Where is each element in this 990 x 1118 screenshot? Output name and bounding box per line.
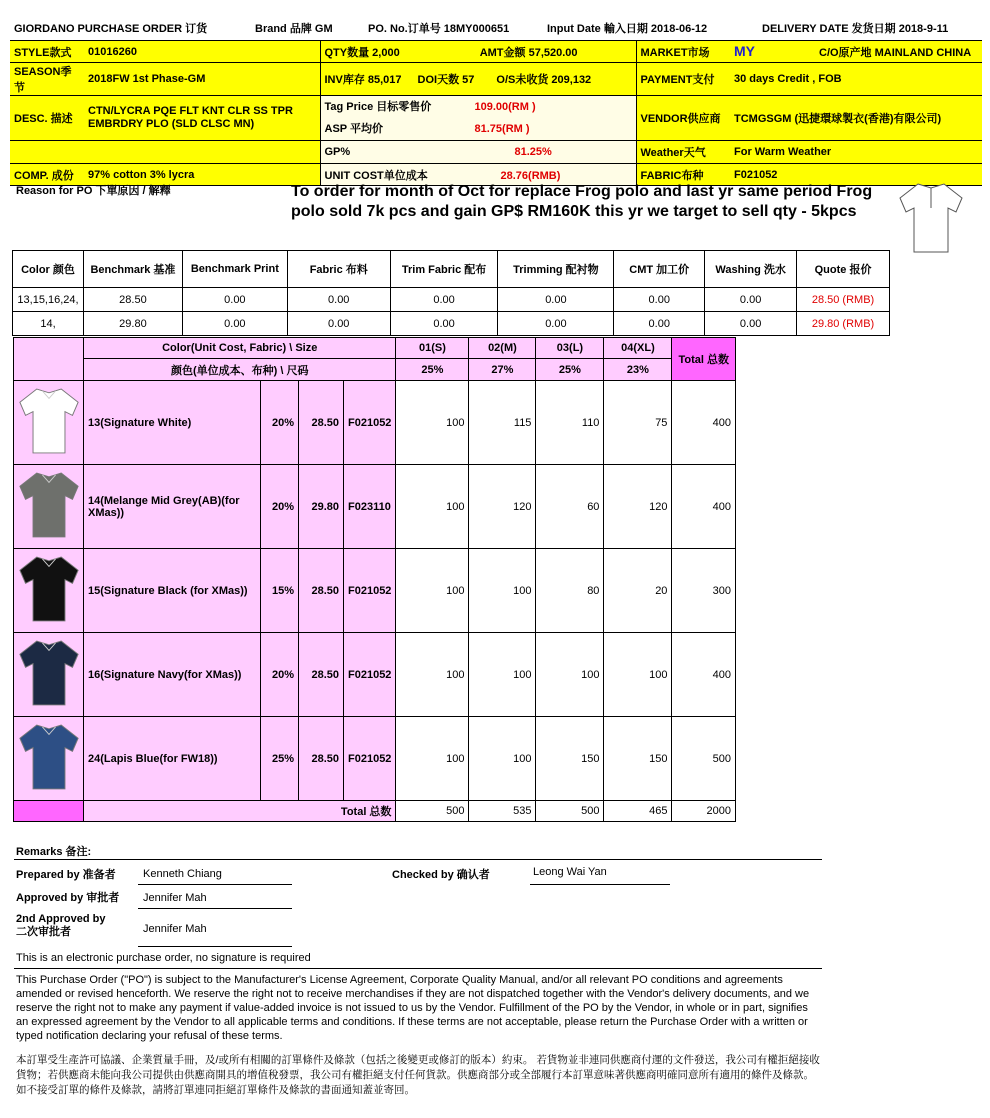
cost-cell: 0.00	[390, 312, 498, 336]
cost-cell: 0.00	[287, 312, 390, 336]
info-table	[10, 40, 982, 186]
reason-label: Reason for PO 下單原因 / 解釋	[16, 185, 171, 197]
size-header-en: Color(Unit Cost, Fabric) \ Size	[84, 338, 396, 359]
payment-label: PAYMENT支付	[636, 63, 730, 96]
qty-cell[interactable]: 120	[469, 465, 536, 549]
electronic-note: This is an electronic purchase order, no signature is required	[16, 952, 311, 964]
qty-cell[interactable]: 100	[396, 633, 469, 717]
qty-cell[interactable]: 60	[536, 465, 604, 549]
season-label: SEASON季节	[10, 63, 84, 96]
size-ratio: 25%	[536, 359, 604, 381]
cost-header: Benchmark 基准	[83, 251, 182, 288]
product-shirt-icon	[18, 719, 80, 795]
cost-cell: 29.80	[83, 312, 182, 336]
qty-cell[interactable]: 150	[536, 717, 604, 801]
size-row	[14, 549, 736, 633]
color-pct: 20%	[261, 633, 299, 717]
checked-label: Checked by 确认者	[392, 869, 490, 881]
cost-header: Quote 报价	[797, 251, 890, 288]
weather-value: For Warm Weather	[730, 141, 982, 164]
cost-cell: 0.00	[614, 288, 705, 312]
po-number: PO. No.订单号 18MY000651	[368, 23, 510, 35]
color-cost: 28.50	[299, 549, 344, 633]
prices: Tag Price 目标零售价 109.00(RM ) ASP 平均价 81.75(RM )	[320, 96, 636, 141]
cost-cell: 0.00	[614, 312, 705, 336]
checked-value: Leong Wai Yan	[533, 866, 607, 878]
color-name: 14(Melange Mid Grey(AB)(for XMas))	[84, 465, 261, 549]
inventory: INV库存 85,017 DOI天数 57 O/S未收货 209,132	[320, 63, 636, 96]
input-date: Input Date 輸入日期 2018-06-12	[547, 23, 708, 35]
cost-cell: 0.00	[390, 288, 498, 312]
remarks-label: Remarks 备注:	[16, 846, 92, 858]
approved-value: Jennifer Mah	[143, 892, 207, 904]
style-label: STYLE款式	[10, 41, 84, 63]
color-fabric: F021052	[344, 381, 396, 465]
color-name: 16(Signature Navy(for XMas))	[84, 633, 261, 717]
color-fabric: F021052	[344, 717, 396, 801]
row-total: 500	[672, 717, 736, 801]
qty-cell[interactable]: 120	[604, 465, 672, 549]
cost-cell: 28.50 (RMB)	[797, 288, 890, 312]
cost-header: CMT 加工价	[614, 251, 705, 288]
qty-cell[interactable]: 115	[469, 381, 536, 465]
doc-title: GIORDANO PURCHASE ORDER 订货	[14, 23, 208, 35]
season-value: 2018FW 1st Phase-GM	[84, 63, 320, 96]
product-shirt-icon	[18, 467, 80, 543]
cost-cell: 29.80 (RMB)	[797, 312, 890, 336]
qty-cell[interactable]: 80	[536, 549, 604, 633]
cost-header: Trimming 配衬物	[498, 251, 614, 288]
shirt-sketch-icon	[898, 180, 964, 256]
comp-label: COMP. 成份	[10, 164, 84, 186]
comp-value: 97% cotton 3% lycra	[84, 164, 320, 186]
row-total: 400	[672, 633, 736, 717]
brand: Brand 品牌 GM	[255, 23, 333, 35]
column-total: 2000	[672, 801, 736, 822]
qty-cell[interactable]: 100	[536, 633, 604, 717]
cost-cell: 13,15,16,24,	[13, 288, 84, 312]
qty-cell[interactable]: 100	[396, 465, 469, 549]
market-value: MY C/O原产地 MAINLAND CHINA	[730, 41, 982, 63]
cost-header: Color 颜色	[13, 251, 84, 288]
qty-cell[interactable]: 150	[604, 717, 672, 801]
desc-label: DESC. 描述	[10, 96, 84, 141]
product-shirt-icon	[18, 383, 80, 459]
column-total: 535	[469, 801, 536, 822]
approved2-label: 2nd Approved by 二次审批者	[16, 913, 106, 938]
qty-cell[interactable]: 100	[604, 633, 672, 717]
color-name: 24(Lapis Blue(for FW18))	[84, 717, 261, 801]
totals-label: Total 总数	[84, 801, 396, 822]
cost-table	[12, 250, 890, 336]
total-header: Total 总数	[672, 338, 736, 381]
terms-english: This Purchase Order ("PO") is subject to the Manufacturer's License Agreement, Corporate Quality Manual, and/or all relevant PO conditions and agreements amended or revised henceforth. We reserve the right not to receive merchandises if they are not dispatched together with the Vendor's delivery documents, and we reserve the right not to make any payment if value-added invoice is not issued to us by the Vendor. Fulfillment of the PO by the Vendor, in whole or in part, signifies an expressed agreement by the Vendor to all applicable terms and conditions. If these terms are not acceptable, please return the Purchase Order with a written or typed notification declaring your refusal of these terms.	[16, 974, 810, 1042]
cost-cell: 0.00	[498, 312, 614, 336]
size-header: 02(M)	[469, 338, 536, 359]
fabric-label: FABRIC布种	[636, 164, 730, 186]
color-cost: 28.50	[299, 381, 344, 465]
cost-header: Fabric 布料	[287, 251, 390, 288]
reason-text: To order for month of Oct for replace Frog polo and last yr same period Frog polo sold 7k pcs and gain GP$ RM160K this yr we target to sell qty - 5kpcs	[291, 183, 873, 220]
size-row	[14, 381, 736, 465]
size-row	[14, 465, 736, 549]
size-table	[13, 337, 736, 822]
cost-header: Trim Fabric 配布	[390, 251, 498, 288]
size-ratio: 25%	[396, 359, 469, 381]
gp: GP% 81.25%	[320, 141, 636, 164]
approved-label: Approved by 审批者	[16, 892, 120, 904]
unit-cost: UNIT COST单位成本 28.76(RMB)	[320, 164, 636, 186]
cost-cell: 28.50	[83, 288, 182, 312]
column-total: 500	[396, 801, 469, 822]
prepared-value: Kenneth Chiang	[143, 868, 222, 880]
cost-cell: 0.00	[182, 288, 287, 312]
size-header: 03(L)	[536, 338, 604, 359]
payment-value: 30 days Credit , FOB	[730, 63, 982, 96]
fabric-value: F021052	[730, 164, 982, 186]
cost-cell: 0.00	[705, 312, 797, 336]
color-fabric: F021052	[344, 549, 396, 633]
qty-cell[interactable]: 110	[536, 381, 604, 465]
desc-value: CTN/LYCRA PQE FLT KNT CLR SS TPR EMBRDRY PLO (SLD CLSC MN)	[84, 96, 320, 141]
cost-cell: 0.00	[182, 312, 287, 336]
weather-label: Weather天气	[636, 141, 730, 164]
cost-cell: 0.00	[287, 288, 390, 312]
cost-row	[13, 288, 890, 312]
qty-cell[interactable]: 75	[604, 381, 672, 465]
cost-row	[13, 312, 890, 336]
color-cost: 28.50	[299, 717, 344, 801]
size-header: 01(S)	[396, 338, 469, 359]
delivery-date: DELIVERY DATE 发货日期 2018-9-11	[762, 23, 949, 35]
style-value: 01016260	[84, 41, 320, 63]
color-fabric: F023110	[344, 465, 396, 549]
qty-cell[interactable]: 100	[396, 717, 469, 801]
column-total: 465	[604, 801, 672, 822]
qty-cell[interactable]: 100	[469, 633, 536, 717]
market-label: MARKET市场	[636, 41, 730, 63]
cost-header: Washing 洗水	[705, 251, 797, 288]
qty-cell[interactable]: 100	[469, 717, 536, 801]
qty-cell[interactable]: 20	[604, 549, 672, 633]
cost-cell: 0.00	[498, 288, 614, 312]
color-pct: 20%	[261, 381, 299, 465]
size-row	[14, 717, 736, 801]
cost-header: Benchmark Print	[182, 251, 287, 288]
size-row	[14, 633, 736, 717]
product-shirt-icon	[18, 551, 80, 627]
qty-cell[interactable]: 100	[469, 549, 536, 633]
product-shirt-icon	[18, 635, 80, 711]
size-header: 04(XL)	[604, 338, 672, 359]
color-fabric: F021052	[344, 633, 396, 717]
color-name: 13(Signature White)	[84, 381, 261, 465]
cost-cell: 14,	[13, 312, 84, 336]
color-pct: 25%	[261, 717, 299, 801]
color-cost: 29.80	[299, 465, 344, 549]
color-cost: 28.50	[299, 633, 344, 717]
color-name: 15(Signature Black (for XMas))	[84, 549, 261, 633]
vendor-value: TCMGSGM (迅捷環球製衣(香港)有限公司)	[730, 96, 982, 141]
qty-amt: QTY数量 2,000 AMT金额 57,520.00	[320, 41, 636, 63]
vendor-label: VENDOR供应商	[636, 96, 730, 141]
row-total: 400	[672, 381, 736, 465]
row-total: 300	[672, 549, 736, 633]
qty-cell[interactable]: 100	[396, 549, 469, 633]
size-ratio: 27%	[469, 359, 536, 381]
prepared-label: Prepared by 准备者	[16, 869, 116, 881]
color-pct: 20%	[261, 465, 299, 549]
row-total: 400	[672, 465, 736, 549]
terms-chinese: 本訂單受生產許可協議、企業質量手冊，及/或所有相關的訂單條件及條款（包括之後變更或修訂的版本）約束。 若貨物並非連同供應商付運的文件發送，我公司有權拒絕接收貨物；若供應商未能向我公司提供由供應商開具的增值稅發票，我公司有權拒絕支付任何貨款。供應商部分或全部履行本訂單意味著供應商明確同意所有適用的條件及條款。如不接受訂單的條件及條款，請將訂單連同拒絕訂單條件及條款的書面通知蓋並寄回。	[16, 1054, 820, 1096]
size-ratio: 23%	[604, 359, 672, 381]
approved2-value: Jennifer Mah	[143, 923, 207, 935]
qty-cell[interactable]: 100	[396, 381, 469, 465]
cost-cell: 0.00	[705, 288, 797, 312]
color-pct: 15%	[261, 549, 299, 633]
column-total: 500	[536, 801, 604, 822]
size-header-zh: 颜色(单位成本、布种) \ 尺码	[84, 359, 396, 381]
